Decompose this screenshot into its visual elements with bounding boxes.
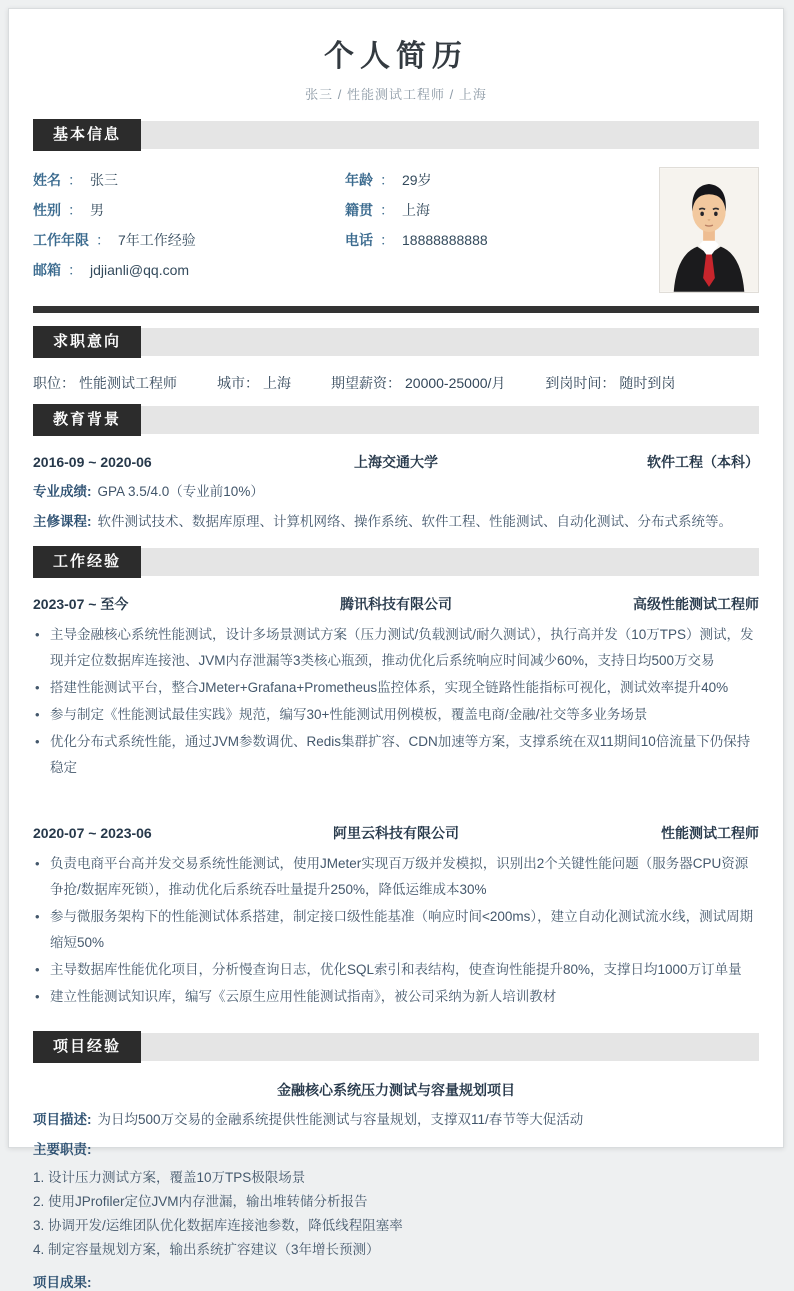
education-courses-line: [33, 512, 759, 532]
field-work-years: [33, 225, 345, 255]
section-badge-education: 教育背景: [33, 404, 141, 436]
field-gender: [33, 195, 345, 225]
field-value-email: jdjianli@qq.com: [90, 262, 190, 278]
job-bullet: • 负责电商平台高并发交易系统性能测试，使用JMeter实现百万级并发模拟，识别出2个关键性能问题（服务器CPU资源争抢/数据库死锁），推动优化后系统吞吐量提升250%，降低运维成本30%: [33, 851, 759, 903]
job-company: 腾讯科技有限公司: [340, 596, 452, 612]
section-bar: [33, 548, 759, 576]
field-colon: ：: [380, 172, 394, 188]
section-header-job-intention: [33, 326, 759, 358]
job-title: 高级性能测试工程师: [633, 596, 759, 612]
job-bullet: • 参与微服务架构下的性能测试体系搭建，制定接口级性能基准（响应时间<200ms），建立自动化测试流水线，测试周期缩短50%: [33, 904, 759, 956]
field-colon: ：: [68, 202, 82, 218]
project-duty-list: [33, 1166, 759, 1262]
section-header-basic-info: [33, 119, 759, 151]
field-colon: ：: [68, 172, 82, 188]
field-value: 上海: [402, 202, 430, 218]
intention-position: 职位： 性能测试工程师: [33, 375, 177, 391]
job-bullet: • 参与制定《性能测试最佳实践》规范，编写30+性能测试用例模板，覆盖电商/金融/社交等多业务场景: [33, 702, 759, 728]
education-school: 上海交通大学: [354, 454, 438, 470]
section-badge-project-experience: 项目经验: [33, 1031, 141, 1063]
section-badge-work-experience: 工作经验: [33, 546, 141, 578]
courses-value: 软件测试技术、数据库原理、计算机网络、操作系统、软件工程、性能测试、自动化测试、分布式系统等。: [97, 514, 732, 529]
section-header-work-experience: [33, 546, 759, 578]
gpa-value: GPA 3.5/4.0（专业前10%）: [97, 484, 264, 499]
section-header-education: [33, 404, 759, 436]
section-bar: [33, 328, 759, 356]
job-intention-row: [33, 371, 759, 395]
profile-photo: [659, 167, 759, 293]
field-label: 性别: [33, 202, 61, 218]
project-duty: 1. 设计压力测试方案，覆盖10万TPS极限场景: [33, 1170, 306, 1185]
project-duties-label-line: [33, 1140, 759, 1160]
project-duty: 2. 使用JProfiler定位JVM内存泄漏，输出堆转储分析报告: [33, 1194, 368, 1209]
field-label: 电话: [345, 232, 373, 248]
field-value: 29岁: [402, 172, 432, 188]
intention-salary: 期望薪资： 20000-25000/月: [331, 375, 506, 391]
profile-photo-illustration: [660, 168, 758, 292]
field-colon: ：: [68, 262, 82, 278]
job-bullet-list: [33, 622, 759, 781]
project-duties-label: 主要职责:: [33, 1142, 92, 1157]
intention-availability: 到岗时间： 随时到岗: [545, 375, 676, 391]
basic-info-left-column: [33, 165, 345, 293]
field-label: 邮箱: [33, 262, 61, 278]
field-colon: ：: [96, 232, 110, 248]
education-period: 2016-09 ~ 2020-06: [33, 454, 152, 470]
job-period: 2020-07 ~ 2023-06: [33, 825, 152, 841]
field-age: [345, 165, 657, 195]
section-badge-job-intention: 求职意向: [33, 326, 141, 358]
field-colon: ：: [380, 202, 394, 218]
page-subtitle: 张三 / 性能测试工程师 / 上海: [305, 87, 487, 102]
job-bullet: • 建立性能测试知识库，编写《云原生应用性能测试指南》，被公司采纳为新人培训教材: [33, 984, 759, 1010]
job-header-row: [33, 594, 759, 614]
section-header-project-experience: [33, 1031, 759, 1063]
field-value: 男: [90, 202, 104, 218]
field-name: [33, 165, 345, 195]
field-native-place: [345, 195, 657, 225]
project-description-value: 为日均500万交易的金融系统提供性能测试与容量规划，支撑双11/春节等大促活动: [97, 1112, 584, 1127]
job-bullet: • 搭建性能测试平台，整合JMeter+Grafana+Prometheus监控体系，实现全链路性能指标可视化，测试效率提升40%: [33, 675, 759, 701]
gpa-label: 专业成绩:: [33, 484, 92, 499]
field-colon: ：: [380, 232, 394, 248]
education-gpa-line: [33, 482, 759, 502]
project-description-line: [33, 1110, 759, 1130]
job-company: 阿里云科技有限公司: [333, 825, 459, 841]
job-bullet: • 主导数据库性能优化项目，分析慢查询日志，优化SQL索引和表结构，使查询性能提升80%，支撑日均1000万订单量: [33, 957, 759, 983]
section-badge-basic-info: 基本信息: [33, 119, 141, 151]
job-title: 性能测试工程师: [661, 825, 759, 841]
resume-page: [8, 8, 784, 1290]
section-bar: [33, 121, 759, 149]
project-description-label: 项目描述:: [33, 1112, 92, 1127]
project-duty: 3. 协调开发/运维团队优化数据库连接池参数，降低线程阻塞率: [33, 1218, 403, 1233]
project-name: 金融核心系统压力测试与容量规划项目: [277, 1082, 515, 1098]
section-divider-bar: [33, 306, 759, 313]
job-bullet: • 优化分布式系统性能，通过JVM参数调优、Redis集群扩容、CDN加速等方案，支撑系统在双11期间10倍流量下仍保持稳定: [33, 729, 759, 781]
section-bar: [33, 1033, 759, 1061]
field-label: 籍贯: [345, 202, 373, 218]
basic-info-block: [33, 165, 759, 293]
field-value: 18888888888: [402, 232, 488, 248]
field-email: [33, 255, 345, 285]
field-value: 张三: [90, 172, 118, 188]
basic-info-columns: [33, 165, 659, 293]
basic-info-right-column: [345, 165, 657, 293]
field-phone: [345, 225, 657, 255]
section-bar: [33, 406, 759, 434]
field-label: 年龄: [345, 172, 373, 188]
intention-city: 城市： 上海: [217, 375, 291, 391]
field-value: 7年工作经验: [118, 232, 196, 248]
field-label: 工作年限: [33, 232, 89, 248]
field-label: 姓名: [33, 172, 61, 188]
project-result-label: 项目成果:: [33, 1275, 92, 1290]
job-bullet-list: [33, 851, 759, 1010]
education-degree: 软件工程（本科）: [647, 454, 759, 470]
job-period: 2023-07 ~ 至今: [33, 596, 129, 612]
courses-label: 主修课程:: [33, 514, 92, 529]
education-row: [33, 452, 759, 472]
page-title: 个人简历: [324, 40, 468, 73]
job-bullet: • 主导金融核心系统性能测试，设计多场景测试方案（压力测试/负载测试/耐久测试），执行高并发（10万TPS）测试，发现并定位数据库连接池、JVM内存泄漏等3类核心瓶颈，推动优化后系统响应时间减少60%，支持日均500万交易: [33, 622, 759, 674]
project-duty: 4. 制定容量规划方案，输出系统扩容建议（3年增长预测）: [33, 1242, 380, 1257]
job-header-row: [33, 823, 759, 843]
